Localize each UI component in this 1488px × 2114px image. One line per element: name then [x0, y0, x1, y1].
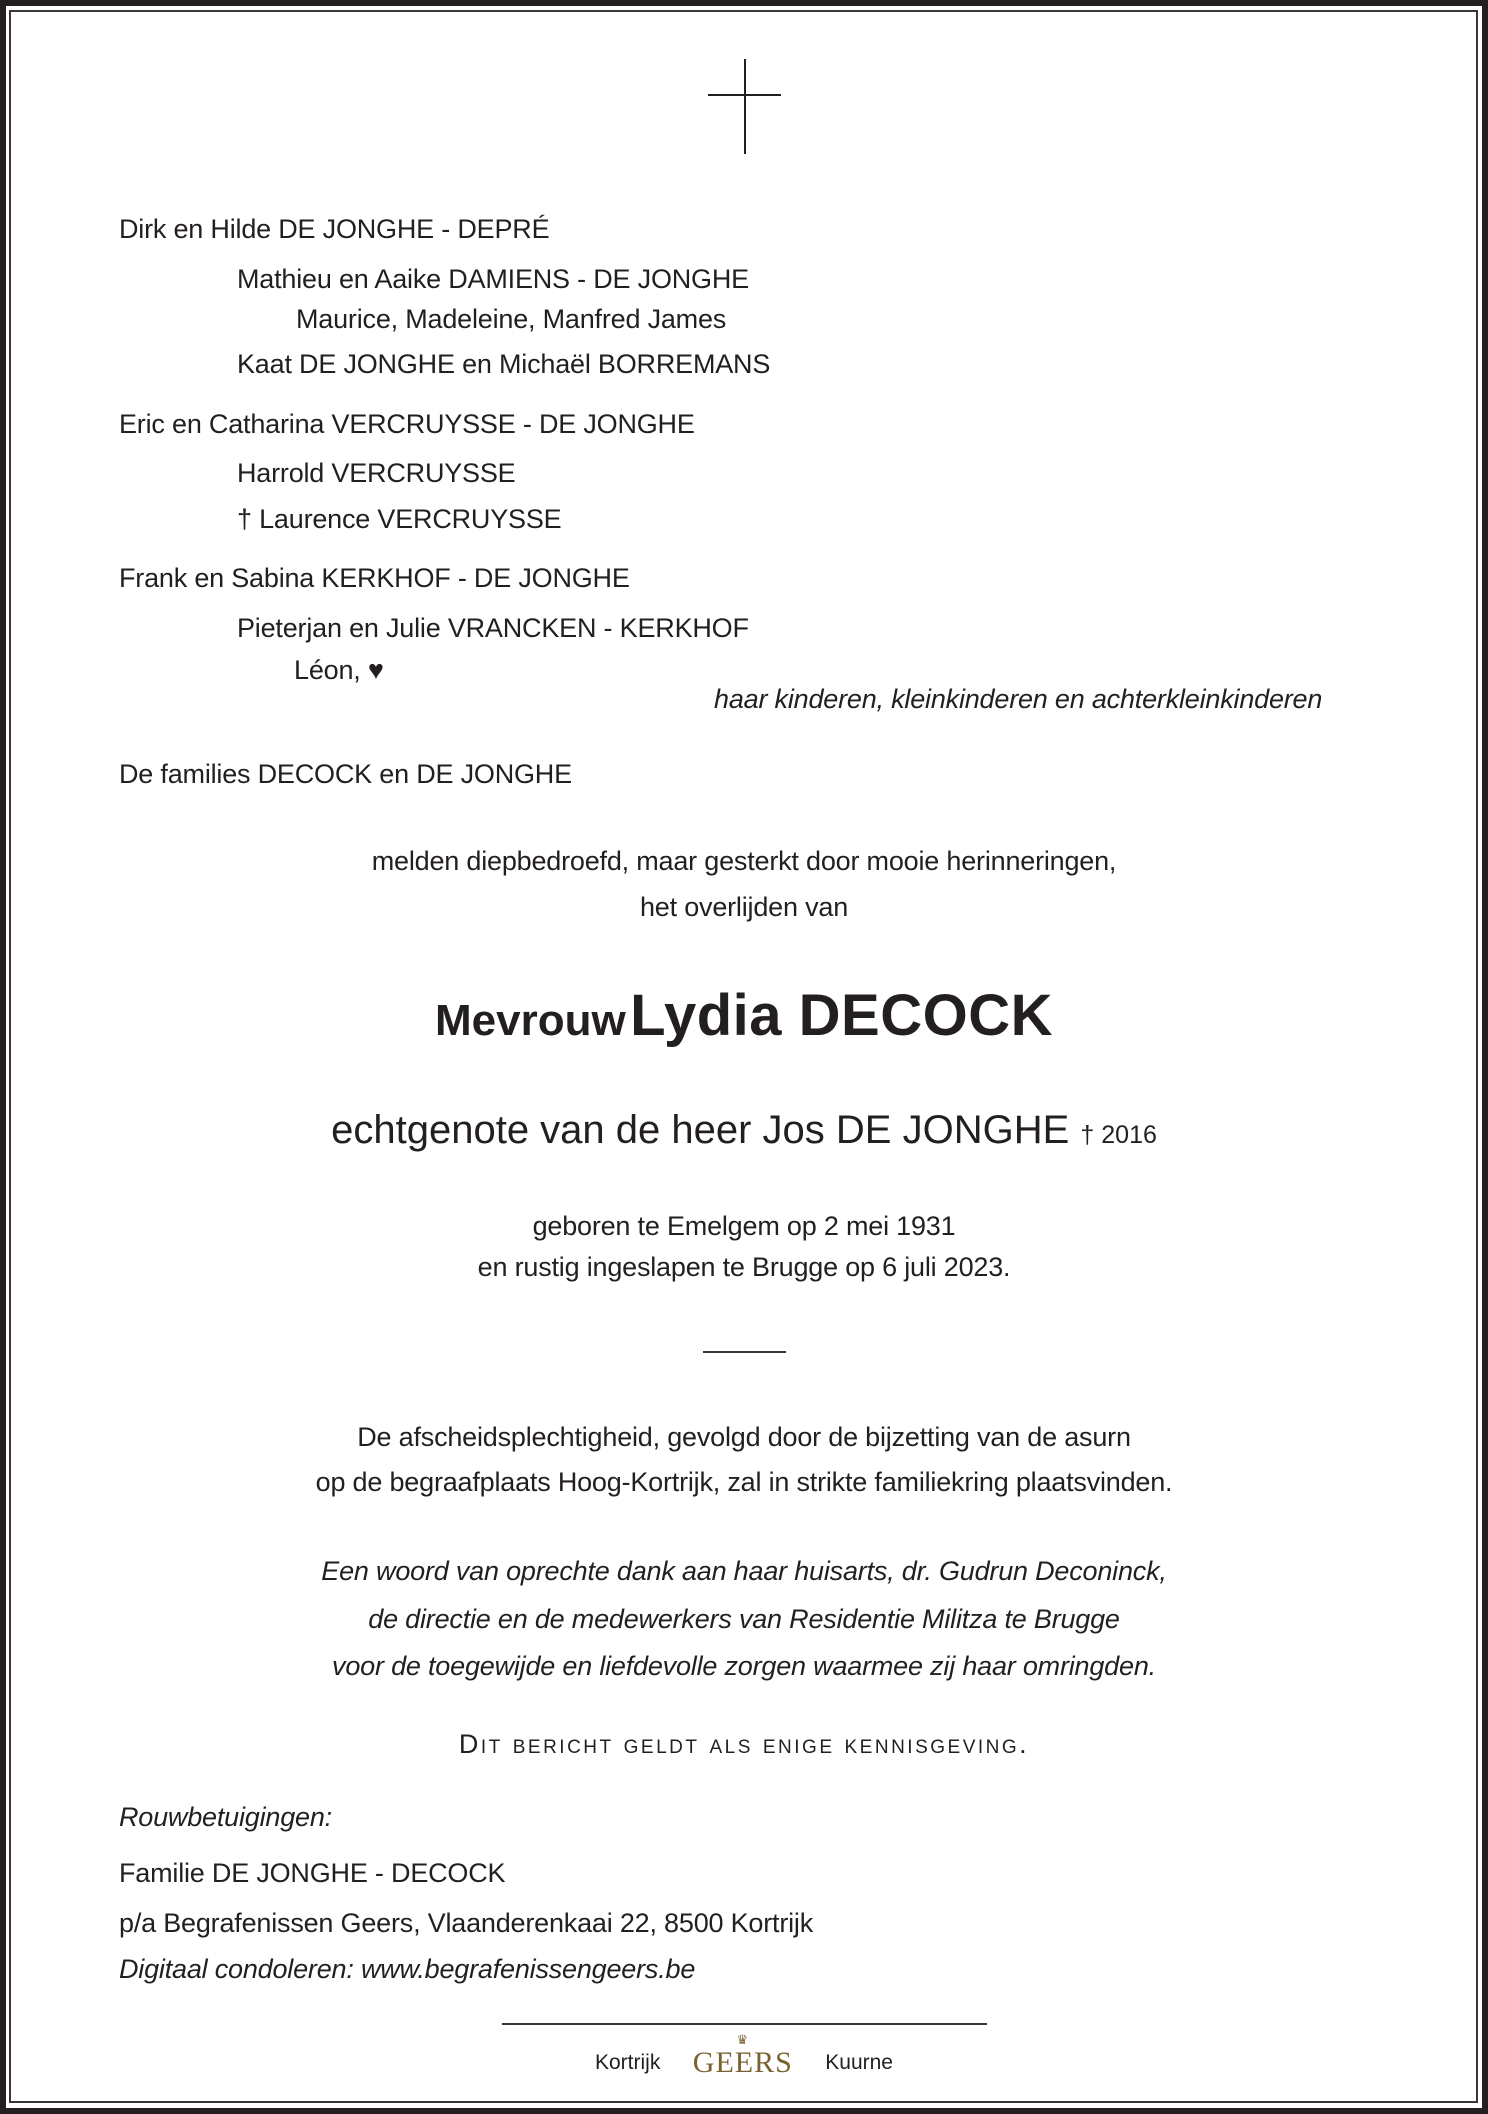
inner-frame	[9, 10, 1478, 2103]
footer-brand	[0, 2032, 1488, 2080]
family-grandchildren-3-1: Léon, ♥	[294, 655, 384, 685]
spouse-death-year: † 2016	[1080, 1121, 1157, 1149]
family-extended: De families DECOCK en DE JONGHE	[119, 759, 572, 789]
crown-icon: ♛	[736, 2032, 750, 2047]
family-child-1-1: Mathieu en Aaike DAMIENS - DE JONGHE	[237, 264, 749, 294]
divider-short	[703, 1351, 786, 1353]
condolences-address: p/a Begrafenissen Geers, Vlaanderenkaai 22, 8500 Kortrijk	[119, 1908, 814, 1938]
family-grandchildren-1-1: Maurice, Madeleine, Manfred James	[296, 304, 727, 334]
condolences-online[interactable]: Digitaal condoleren: www.begrafenissengeers.be	[119, 1954, 696, 1984]
family-child-2-1: Harrold VERCRUYSSE	[237, 458, 516, 488]
family-parents-2: Eric en Catharina VERCRUYSSE - DE JONGHE	[119, 409, 695, 439]
divider-long	[502, 2023, 987, 2025]
ceremony-line-1: De afscheidsplechtigheid, gevolgd door de bijzetting van de asurn	[357, 1422, 1131, 1452]
death-info: en rustig ingeslapen te Brugge op 6 juli 2023.	[477, 1252, 1011, 1282]
deceased-fullname: Lydia DECOCK	[630, 983, 1053, 1048]
family-parents-3: Frank en Sabina KERKHOF - DE JONGHE	[119, 563, 630, 593]
ceremony-line-2: op de begraafplaats Hoog-Kortrijk, zal in strikte familiekring plaatsvinden.	[315, 1467, 1173, 1497]
spouse-line	[0, 1108, 1488, 1153]
family-child-2-2: † Laurence VERCRUYSSE	[237, 504, 562, 534]
deceased-name	[0, 982, 1488, 1049]
condolences-family: Familie DE JONGHE - DECOCK	[119, 1858, 506, 1888]
thanks-line-1: Een woord van oprechte dank aan haar huisarts, dr. Gudrun Deconinck,	[321, 1556, 1167, 1586]
brand-name: GEERS	[692, 2046, 793, 2079]
family-child-3-1: Pieterjan en Julie VRANCKEN - KERKHOF	[237, 613, 749, 643]
announcement-line-1: melden diepbedroefd, maar gesterkt door mooie herinneringen,	[371, 846, 1117, 876]
thanks-line-3: voor de toegewijde en liefdevolle zorgen waarmee zij haar omringden.	[332, 1651, 1156, 1681]
footer-location-left: Kortrijk	[595, 2051, 661, 2074]
family-child-1-2: Kaat DE JONGHE en Michaël BORREMANS	[237, 349, 771, 379]
birth-info: geboren te Emelgem op 2 mei 1931	[532, 1211, 956, 1241]
thanks-line-2: de directie en de medewerkers van Residentie Militza te Brugge	[368, 1604, 1120, 1634]
spouse-text: echtgenote van de heer Jos DE JONGHE	[331, 1108, 1070, 1152]
announcement-line-2: het overlijden van	[639, 892, 849, 922]
family-parents-1: Dirk en Hilde DE JONGHE - DEPRÉ	[119, 214, 550, 244]
family-summary: haar kinderen, kleinkinderen en achterkleinkinderen	[714, 684, 1323, 714]
notice-text: Dit bericht geldt als enige kennisgeving.	[458, 1729, 1030, 1759]
footer-location-right: Kuurne	[825, 2051, 893, 2074]
condolences-label: Rouwbetuigingen:	[119, 1802, 332, 1832]
deceased-title: Mevrouw	[435, 996, 626, 1045]
geers-logo	[692, 2032, 793, 2080]
